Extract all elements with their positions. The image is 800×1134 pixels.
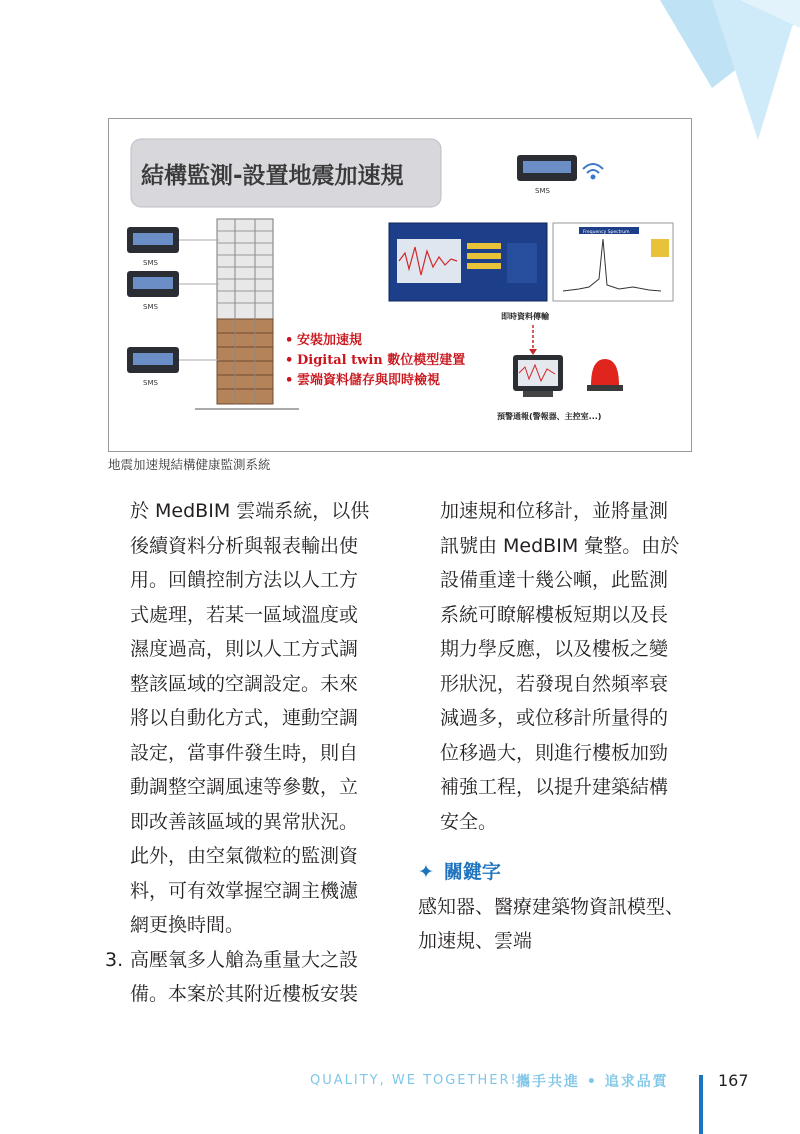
- wifi-icon: [583, 164, 603, 179]
- body-line: 整該區域的空調設定。未來: [130, 672, 359, 695]
- body-line: 後續資料分析與報表輸出使: [130, 534, 359, 557]
- body-line: 網更換時間。: [130, 914, 245, 936]
- page-number: 167: [718, 1071, 749, 1090]
- left-column: [105, 494, 420, 1012]
- sms-device-icon: [127, 347, 179, 387]
- svg-text:•: •: [285, 373, 294, 388]
- body-line: 設備重達十幾公噸，此監測: [440, 569, 669, 591]
- sms-device-icon: [127, 271, 179, 311]
- body-line: 補強工程，以提升建築結構: [440, 776, 669, 798]
- body-line: 訊號由 MedBIM 彙整。由於: [440, 534, 680, 557]
- svg-text:SMS: SMS: [143, 379, 158, 387]
- body-line: 設定，當事件發生時，則自: [130, 741, 359, 764]
- body-line: 減過多，或位移計所量得的: [440, 707, 669, 729]
- sparkle-icon: ✦: [418, 861, 434, 883]
- body-line: 形狀況，若發現自然頻率衰: [440, 672, 669, 695]
- svg-text:即時資料傳輸: 即時資料傳輸: [501, 312, 549, 321]
- svg-text:安裝加速規: 安裝加速規: [297, 333, 363, 348]
- body-line: 於 MedBIM 雲端系統，以供: [130, 500, 370, 522]
- frequency-spectrum-chart: [553, 223, 673, 301]
- svg-text:SMS: SMS: [143, 303, 158, 311]
- svg-text:Digital twin 數位模型建置: Digital twin 數位模型建置: [297, 353, 466, 368]
- keywords-heading: ✦ 關鍵字: [418, 861, 501, 883]
- svg-text:•: •: [285, 353, 294, 368]
- building-model-image: [195, 219, 299, 409]
- svg-text:SMS: SMS: [535, 187, 550, 195]
- list-number: 3.: [105, 948, 124, 971]
- svg-text:•: •: [285, 333, 294, 348]
- body-line: 安全。: [440, 810, 498, 833]
- footer-slogan-chinese: 攜手共進 • 追求品質: [516, 1074, 669, 1090]
- body-line: 即改善該區域的異常狀況。: [130, 810, 359, 833]
- right-column: [418, 494, 708, 959]
- sms-device-icon: [127, 227, 179, 267]
- keywords-line: 感知器、醫療建築物資訊模型、: [418, 895, 685, 918]
- figure-image: [108, 118, 692, 452]
- body-line: 位移過大，則進行樓板加勁: [440, 741, 669, 764]
- sms-device-icon: [517, 155, 577, 195]
- body-line: 此外，由空氣微粒的監測資: [130, 845, 359, 867]
- svg-text:SMS: SMS: [143, 259, 158, 267]
- body-line: 系統可瞭解樓板短期以及長: [440, 603, 669, 626]
- monitor-icon: [513, 355, 563, 397]
- svg-text:雲端資料儲存與即時檢視: 雲端資料儲存與即時檢視: [297, 373, 441, 388]
- body-line: 用。回饋控制方法以人工方: [130, 569, 359, 591]
- body-line: 將以自動化方式，連動空調: [130, 707, 359, 729]
- list-item-3: 3. 高壓氧多人艙為重量大之設: [130, 943, 420, 978]
- svg-text:預警通報(警報器、主控室...): 預警通報(警報器、主控室...): [497, 412, 602, 421]
- svg-text:Frequency Spectrum: Frequency Spectrum: [583, 230, 630, 235]
- body-line: 備。本案於其附近樓板安裝: [130, 983, 359, 1005]
- alarm-siren-icon: [587, 359, 623, 391]
- body-line: 動調整空調風速等參數，立: [130, 776, 359, 798]
- monitoring-software-screen: [389, 223, 547, 301]
- figure-banner-title: 結構監測-設置地震加速規: [141, 163, 404, 189]
- figure-caption: 地震加速規結構健康監測系統: [108, 457, 271, 472]
- keywords-line: 加速規、雲端: [418, 930, 533, 952]
- body-line: 式處理，若某一區域溫度或: [130, 603, 359, 626]
- body-line: 料，可有效掌握空調主機濾: [130, 879, 359, 902]
- body-line: 濕度過高，則以人工方式調: [130, 638, 359, 660]
- body-line: 期力學反應，以及樓板之變: [440, 638, 669, 660]
- footer-divider: [699, 1075, 703, 1134]
- footer-slogan-english: QUALITY, WE TOGETHER!: [310, 1073, 518, 1088]
- body-line: 加速規和位移計，並將量測: [440, 500, 669, 522]
